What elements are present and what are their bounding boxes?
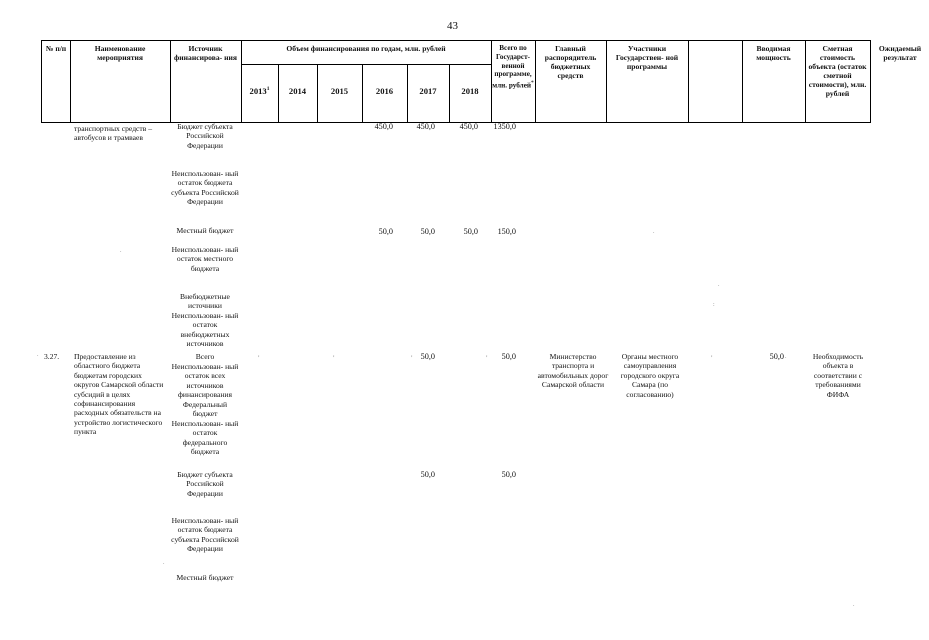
expected-result: Необходимость объекта в соответствии с требованиями ФИФА: [812, 352, 864, 399]
value-2017: 50,0: [420, 470, 435, 479]
col-divider: [606, 41, 607, 122]
funding-source: Неиспользован- ный остаток бюджета субъекта Российской Федерации: [171, 169, 239, 207]
value-2017: 450,0: [416, 122, 435, 131]
value-2017: 50,0: [420, 227, 435, 236]
header-year-2014: 2014: [288, 86, 307, 96]
value-2016: 50,0: [378, 227, 393, 236]
page-number: 43: [447, 20, 458, 32]
scan-speck: .: [163, 560, 165, 566]
header-year-2013: 2013$^1$: [249, 86, 270, 96]
funding-source: Неиспользован- ный остаток внебюджетных источников: [171, 311, 239, 349]
item-number: 3.27.: [44, 352, 60, 361]
header-year-2018: 2018: [461, 86, 479, 96]
scan-speck: .: [718, 282, 720, 288]
header-funding-by-years: Объем финансирования по годам, млн. рублей: [286, 44, 446, 53]
scan-speck: ,: [258, 352, 260, 358]
funding-group-divider: [241, 64, 491, 65]
measure-name: Предоставление из областного бюджета бюджетам городских округов Самарской области субсидий в целях софинансирования расходных обязательств на устройство логистического пункта: [74, 352, 164, 437]
header-expected-result: Ожидаемый результат: [878, 44, 922, 62]
header-estimate: Сметная стоимость объекта (остаток сметной стоимости), млн. рублей: [808, 44, 867, 98]
col-divider: [535, 41, 536, 122]
header-year-2017: 2017: [419, 86, 437, 96]
funding-source: Бюджет субъекта Российской Федерации: [177, 470, 233, 498]
estimate-value: 50,0: [769, 352, 784, 361]
value-total: 50,0: [501, 352, 516, 361]
header-measure-name: Наименование мероприятия: [94, 44, 146, 62]
header-year-2015: 2015: [330, 86, 349, 96]
funding-source: Неиспользован- ный остаток бюджета субъекта Российской Федерации: [171, 516, 239, 554]
funding-source: Внебюджетные источники: [180, 292, 230, 311]
col-divider: [241, 41, 242, 122]
value-total: 150,0: [497, 227, 516, 236]
col-divider: [805, 41, 806, 122]
funding-source: Неиспользован- ный остаток федерального бюджета: [171, 419, 239, 457]
funding-source: Неиспользован- ный остаток местного бюджета: [171, 245, 239, 273]
value-2018: 450,0: [459, 122, 478, 131]
value-2016: 450,0: [374, 122, 393, 131]
scan-speck: .: [653, 229, 655, 235]
scan-speck: .: [853, 602, 855, 608]
participants: Органы местного самоуправления городского округа Самара (по согласованию): [620, 352, 680, 399]
value-total: 50,0: [501, 470, 516, 479]
funding-source: Местный бюджет: [176, 226, 234, 235]
col-divider: [70, 41, 71, 122]
value-total: 1350,0: [493, 122, 516, 131]
header-participants: Участники Государствен- ной программы: [615, 44, 679, 71]
col-divider: [170, 41, 171, 122]
scan-speck: .: [37, 352, 39, 358]
scan-speck: .: [120, 248, 122, 254]
header-year-2016: 2016: [375, 86, 394, 96]
header-chief-manager: Главный распорядитель бюджетных средств: [544, 44, 597, 80]
value-2018: 50,0: [463, 227, 478, 236]
value-2017: 50,0: [420, 352, 435, 361]
col-divider: [688, 41, 689, 122]
funding-source: Федеральный бюджет: [182, 400, 228, 419]
header-total: Всего по Государст- венной программе, млн. рублей*: [492, 44, 534, 90]
scan-speck: ,: [711, 352, 713, 358]
chief-manager: Министерство транспорта и автомобильных дорог Самарской области: [537, 352, 609, 390]
funding-source: Неиспользован- ный остаток всех источников финансирования: [171, 362, 239, 400]
scan-speck: ,: [486, 352, 488, 358]
funding-source: Всего: [195, 352, 215, 361]
scan-speck: ,: [411, 352, 413, 358]
scan-speck: ,: [333, 352, 335, 358]
table-header: [41, 40, 922, 123]
funding-source: Местный бюджет: [176, 573, 234, 582]
measure-name-continued: транспортных средств – автобусов и трамваев: [74, 124, 153, 143]
header-capacity: Вводимая мощность: [756, 44, 791, 62]
funding-source: Бюджет субъекта Российской Федерации: [177, 122, 233, 150]
scan-speck: .: [785, 354, 787, 360]
scan-speck: :: [713, 302, 715, 308]
header-funding-source: Источник финансирова- ния: [174, 44, 237, 62]
header-number: № п/п: [45, 44, 67, 53]
